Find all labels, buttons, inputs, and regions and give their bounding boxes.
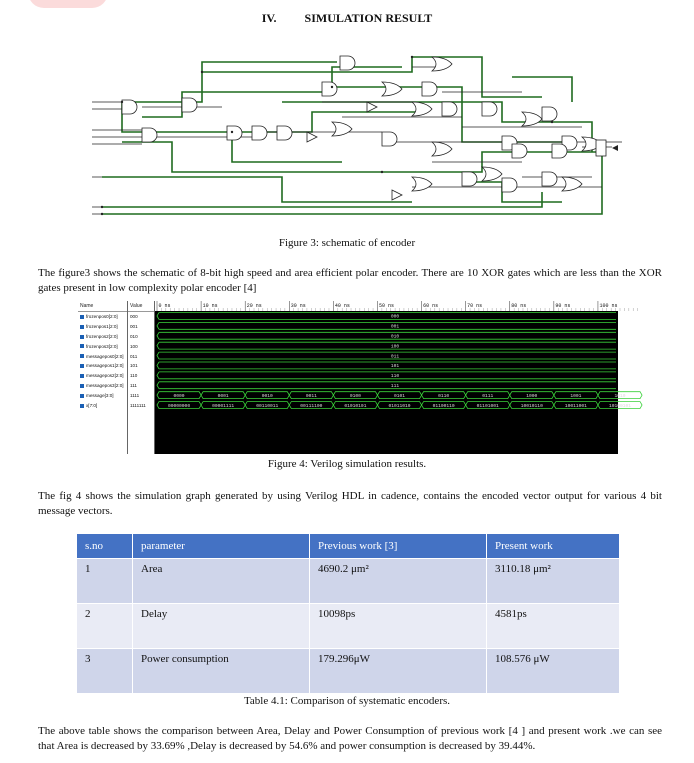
- signal-icon: [80, 344, 84, 348]
- section-heading: SIMULATION RESULT: [304, 11, 433, 25]
- signal-value: 011: [130, 353, 138, 359]
- bus-value-label: 000: [390, 314, 400, 320]
- simulation-waveform-figure: [78, 301, 632, 454]
- message-segment-label: 0000: [173, 393, 185, 399]
- signal-name: [78, 381, 127, 391]
- signal-name-text: messagepos3[2:0]: [86, 383, 124, 389]
- x-segment-label: 10011001: [564, 403, 587, 409]
- message-segment-label: 1000: [526, 393, 538, 399]
- x-segment-label: 00001111: [212, 403, 235, 409]
- signal-name: [78, 332, 127, 342]
- signal-icon: [80, 384, 84, 388]
- message-segment-label: 0110: [438, 393, 450, 399]
- time-label: 40 ns: [334, 303, 350, 309]
- table-row: [77, 604, 620, 649]
- signal-value: 101: [130, 363, 138, 369]
- x-segment-label: 01101001: [476, 403, 499, 409]
- x-segment-label: 10100101: [608, 403, 632, 409]
- table-header-row: [77, 534, 620, 559]
- encoder-schematic-figure: [82, 42, 622, 225]
- name-column-header: Name: [78, 301, 127, 312]
- x-segment-label: 00110011: [256, 403, 279, 409]
- bus-value-label: 110: [390, 374, 400, 380]
- bus-value-label: 100: [390, 344, 400, 350]
- cell-parameter: Area: [133, 559, 310, 604]
- x-segment-label: 00000000: [168, 403, 191, 409]
- message-segment-label: 0111: [482, 393, 494, 399]
- signal-value: 100: [130, 343, 138, 349]
- bus-wave: [157, 332, 616, 339]
- cell-previous: 4690.2 μm²: [310, 559, 487, 604]
- signal-value-column: [128, 301, 155, 454]
- signal-name: [78, 391, 127, 401]
- paragraph-table-description: The above table shows the comparison between Area, Delay and Power Consumption of previous work [4 ] and present work .we can see that Area is decreased by 33.69% ,Delay is decreased by 54.6% and power consumption is decreased by 39.44%.: [38, 725, 662, 752]
- message-segment-label: 0011: [305, 393, 317, 399]
- bus-value-label: 001: [390, 324, 400, 330]
- cell-present: 4581ps: [487, 604, 620, 649]
- cell-present: 3110.18 μm²: [487, 559, 620, 604]
- signal-name: [78, 361, 127, 371]
- bus-value-label: 111: [390, 383, 400, 389]
- time-label: 80 ns: [511, 303, 527, 309]
- bus-wave: [157, 313, 616, 320]
- bus-value-label: 010: [390, 334, 400, 340]
- message-segment-label: 0010: [261, 393, 273, 399]
- table-row: [77, 649, 620, 694]
- signal-name: [78, 312, 127, 322]
- signal-name-text: frozenpos0[2:0]: [86, 314, 118, 319]
- signal-name-column: [78, 301, 128, 454]
- paragraph-figure3-description: The figure3 shows the schematic of 8-bit high speed and area efficient polar encoder. There are 10 XOR gates which are less than the XOR gates present in low complexity polar encoder [4]: [38, 267, 662, 294]
- table-caption: Table 4.1: Comparison of systematic encoders.: [243, 695, 451, 707]
- table-row: [77, 559, 620, 604]
- cell-sno: 2: [77, 604, 133, 649]
- bus-wave: [157, 362, 616, 369]
- bus-wave: [157, 382, 616, 389]
- x-segment-label: 10010110: [520, 403, 543, 409]
- signal-name: [78, 401, 127, 411]
- x-segment-label: 00111100: [300, 403, 323, 409]
- time-label: 50 ns: [378, 303, 394, 309]
- bus-value-label: 011: [390, 354, 400, 360]
- section-number: IV.: [261, 11, 277, 25]
- message-segment-label: 1010: [614, 393, 626, 399]
- bus-wave: [157, 372, 616, 379]
- header-logo-fragment: [28, 0, 108, 8]
- signal-icon: [80, 335, 84, 339]
- signal-value: 1111111: [130, 403, 146, 409]
- signal-name-text: messagepos0[2:0]: [86, 353, 124, 359]
- cell-parameter: Power consumption: [133, 649, 310, 694]
- signal-icon: [80, 374, 84, 378]
- signal-icon: [80, 354, 84, 358]
- signal-value: 001: [130, 323, 138, 329]
- signal-name: [78, 342, 127, 352]
- message-segment-label: 0001: [217, 393, 229, 399]
- x-segment-label: 01011010: [388, 403, 411, 409]
- cell-parameter: Delay: [133, 604, 310, 649]
- section-title: [0, 11, 694, 26]
- signal-value: 1111: [130, 393, 140, 399]
- time-label: 60 ns: [423, 303, 439, 309]
- time-label: 30 ns: [290, 303, 306, 309]
- signal-name: [78, 322, 127, 332]
- figure-3-caption: Figure 3: schematic of encoder: [278, 237, 416, 249]
- signal-icon: [80, 394, 84, 398]
- signal-name-text: frozenpos3[2:0]: [86, 343, 118, 349]
- time-label: 70 ns: [467, 303, 483, 309]
- signal-value: 110: [130, 373, 138, 379]
- signal-name-text: frozenpos2[2:0]: [86, 333, 118, 339]
- cell-sno: 3: [77, 649, 133, 694]
- cell-sno: 1: [77, 559, 133, 604]
- signal-name-text: frozenpos1[2:0]: [86, 323, 118, 329]
- signal-name: [78, 352, 127, 362]
- x-segment-label: 01010101: [344, 403, 367, 409]
- signal-value: 111: [130, 383, 137, 389]
- value-column-header: Value: [128, 301, 154, 312]
- bus-wave: [157, 322, 616, 329]
- signal-name: [78, 371, 127, 381]
- signal-name-text: message[3:0]: [86, 393, 114, 399]
- header-sno: s.no: [77, 534, 133, 559]
- signal-name-text: messagepos2[2:0]: [86, 373, 124, 379]
- time-label: 10 ns: [202, 303, 218, 309]
- waveform-panel: [155, 301, 632, 454]
- message-segment-label: 0101: [394, 393, 406, 399]
- time-label: 0 ns: [158, 303, 171, 309]
- signal-icon: [80, 325, 84, 329]
- header-parameter: parameter: [133, 534, 310, 559]
- message-segment-label: 0100: [349, 393, 361, 399]
- bus-wave: [157, 352, 616, 359]
- signal-value: 010: [130, 333, 138, 339]
- time-label: 20 ns: [246, 303, 262, 309]
- cell-previous: 10098ps: [310, 604, 487, 649]
- signal-icon: [80, 315, 84, 319]
- paragraph-figure4-description: The fig 4 shows the simulation graph generated by using Verilog HDL in cadence, contains the encoded vector output for various 4 bit message vectors.: [38, 490, 662, 517]
- figure-4-caption: Figure 4: Verilog simulation results.: [267, 458, 427, 470]
- signal-value: 000: [130, 314, 138, 319]
- x-segment-label: 01100110: [432, 403, 455, 409]
- header-previous-work: Previous work [3]: [310, 534, 487, 559]
- bus-wave: [157, 342, 616, 349]
- signal-name-text: x[7:0]: [86, 403, 98, 409]
- time-label: 90 ns: [555, 303, 571, 309]
- header-present-work: Present work: [487, 534, 620, 559]
- comparison-table: [76, 533, 620, 694]
- signal-icon: [80, 404, 84, 408]
- cell-present: 108.576 μW: [487, 649, 620, 694]
- signal-name-text: messagepos1[2:0]: [86, 363, 124, 369]
- cell-previous: 179.296μW: [310, 649, 487, 694]
- time-label: 100 ns: [599, 303, 618, 309]
- bus-value-label: 101: [390, 364, 400, 370]
- message-segment-label: 1001: [570, 393, 582, 399]
- signal-icon: [80, 364, 84, 368]
